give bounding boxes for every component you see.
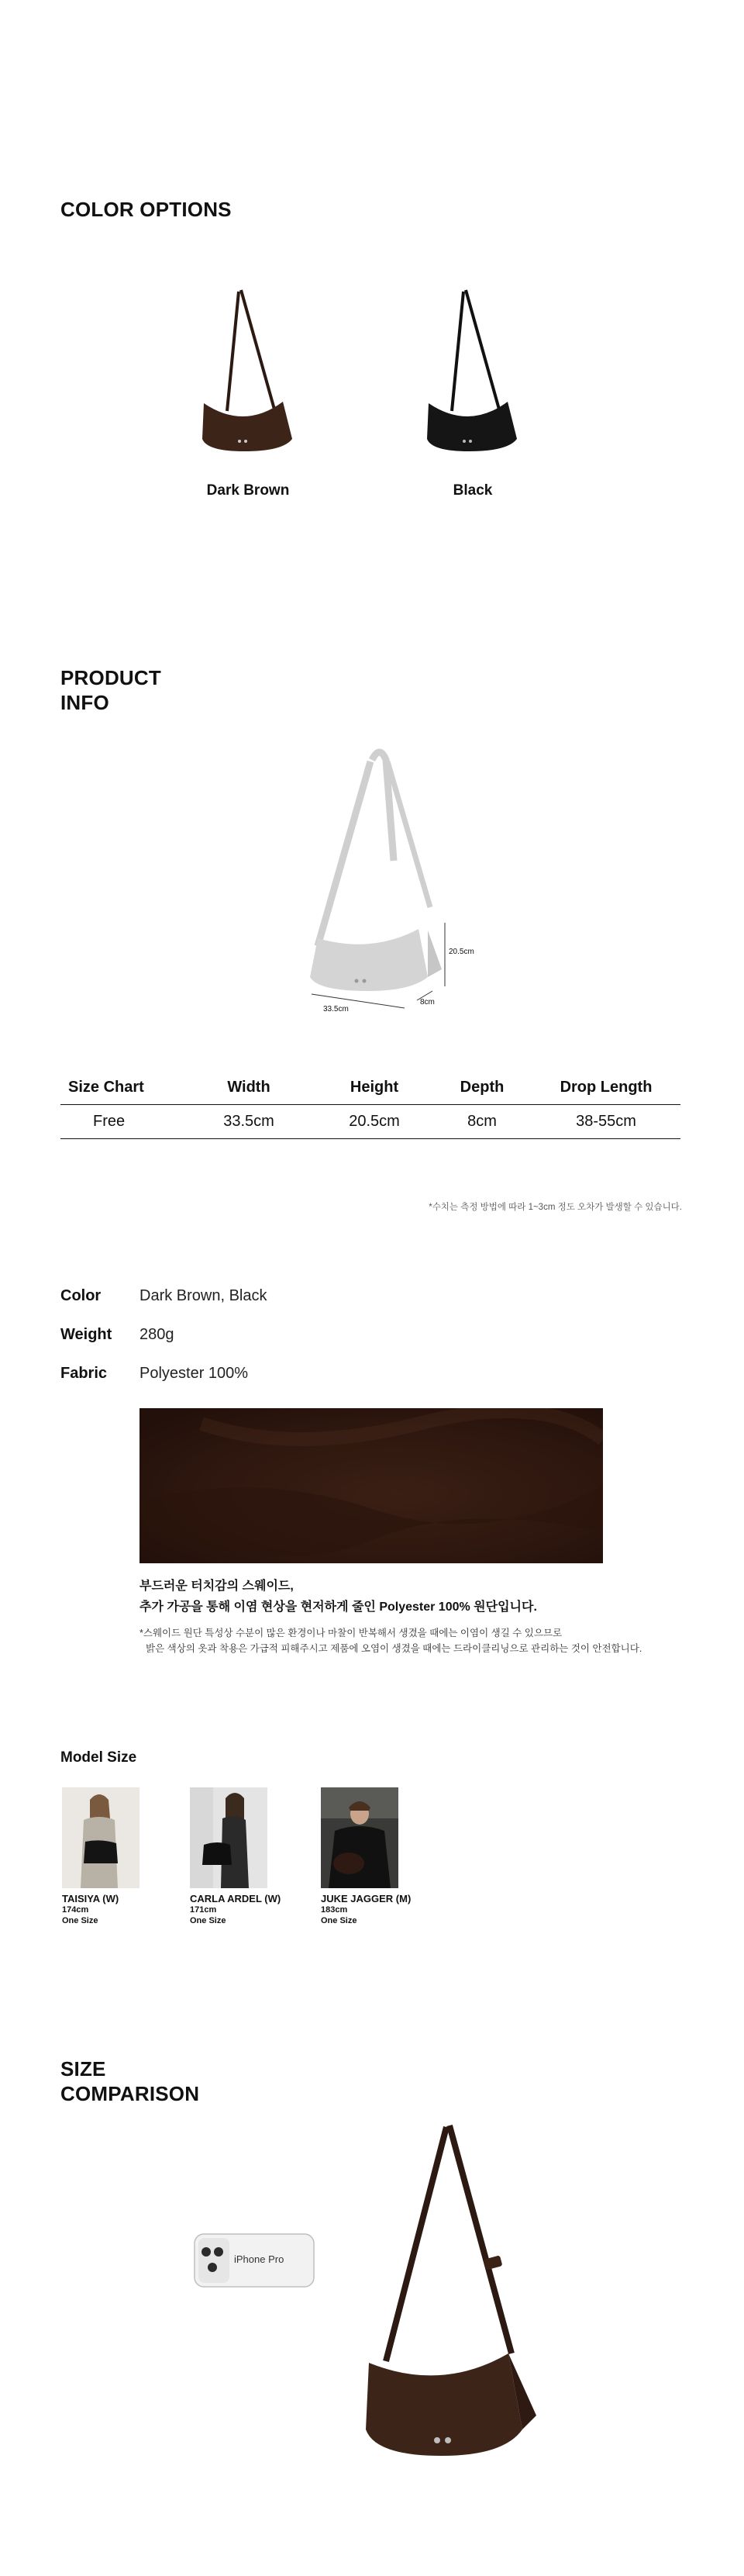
color-option-black[interactable] bbox=[415, 287, 531, 473]
model-height: 174cm bbox=[62, 1905, 89, 1915]
width-cell: 33.5cm bbox=[181, 1105, 316, 1139]
fabric-description-line1: 부드러운 터치감의 스웨이드, bbox=[140, 1580, 294, 1593]
size-comparison-title-line2: COMPARISON bbox=[60, 2082, 200, 2105]
product-info-title-line1: PRODUCT bbox=[60, 666, 161, 689]
model-height: 171cm bbox=[190, 1905, 217, 1915]
model-name: JUKE JAGGER (M) bbox=[321, 1893, 412, 1904]
size-cell: Free bbox=[60, 1105, 181, 1139]
drop-length-cell: 38-55cm bbox=[532, 1105, 680, 1139]
model-photo bbox=[190, 1787, 267, 1888]
model-card-carla bbox=[190, 1787, 306, 1926]
size-chart-table bbox=[60, 1079, 680, 1139]
spec-row-fabric bbox=[60, 1354, 267, 1393]
iphone-label: iPhone Pro bbox=[234, 2253, 284, 2265]
model-size: One Size bbox=[190, 1916, 226, 1925]
model-name: CARLA ARDEL (W) bbox=[190, 1893, 281, 1904]
model-photo bbox=[321, 1787, 398, 1888]
spec-key: Fabric bbox=[60, 1364, 108, 1382]
model-size-title: Model Size bbox=[60, 1749, 137, 1766]
spec-list bbox=[60, 1276, 267, 1393]
iphone-comparison bbox=[194, 2233, 315, 2288]
model-card-juke bbox=[321, 1787, 437, 1926]
dimension-depth-label: 8cm bbox=[420, 998, 435, 1007]
color-option-label-dark-brown: Dark Brown bbox=[206, 482, 290, 499]
model-photo bbox=[62, 1787, 140, 1888]
model-height: 183cm bbox=[321, 1905, 348, 1915]
spec-key: Weight bbox=[60, 1325, 112, 1343]
spec-row-color bbox=[60, 1276, 267, 1315]
dimension-width-label: 33.5cm bbox=[323, 1005, 349, 1013]
product-info-title-line2: INFO bbox=[60, 691, 109, 714]
model-card-taisiya bbox=[62, 1787, 178, 1926]
model-size: One Size bbox=[321, 1916, 357, 1925]
model-size: One Size bbox=[62, 1916, 98, 1925]
size-comparison-title bbox=[60, 2056, 199, 2106]
fabric-care-line2: 밝은 색상의 옷과 착용은 가급적 피해주시고 제품에 오염이 생겼을 때에는 드라이클리닝으로 관리하는 것이 안전합니다. bbox=[146, 1643, 642, 1654]
depth-cell: 8cm bbox=[432, 1105, 532, 1139]
color-options-title: COLOR OPTIONS bbox=[60, 198, 232, 221]
spec-key: Color bbox=[60, 1286, 102, 1304]
size-chart bbox=[60, 1079, 680, 1139]
dimension-height-label: 20.5cm bbox=[449, 948, 474, 956]
size-comparison-title-line1: SIZE bbox=[60, 2057, 106, 2080]
model-name: TAISIYA (W) bbox=[62, 1893, 119, 1904]
comparison-bag-image bbox=[356, 2121, 542, 2470]
dark-brown-bag-image bbox=[190, 287, 306, 473]
fabric-description bbox=[140, 1576, 537, 1618]
fabric-care-line1: *스웨이드 원단 특성상 수분이 많은 환경이나 마찰이 반복해서 생겼을 때에는 이염이 생길 수 있으므로 bbox=[140, 1628, 563, 1638]
spec-value: 280g bbox=[140, 1325, 174, 1343]
size-chart-header-row bbox=[60, 1079, 680, 1105]
color-option-label-black: Black bbox=[453, 482, 493, 499]
dimension-diagram bbox=[294, 744, 496, 1024]
color-option-dark-brown[interactable] bbox=[190, 287, 306, 473]
width-header: Width bbox=[181, 1079, 316, 1105]
fabric-description-line2: 추가 가공을 통해 이염 현상을 현저하게 줄인 Polyester 100% 원단입니다. bbox=[140, 1601, 537, 1614]
product-info-title bbox=[60, 665, 161, 715]
depth-header: Depth bbox=[432, 1079, 532, 1105]
spec-value: Dark Brown, Black bbox=[140, 1286, 267, 1304]
drop-length-header: Drop Length bbox=[532, 1079, 680, 1105]
fabric-swatch-image bbox=[140, 1408, 603, 1563]
height-header: Height bbox=[316, 1079, 432, 1105]
table-row bbox=[60, 1105, 680, 1139]
spec-value: Polyester 100% bbox=[140, 1364, 249, 1382]
fabric-care-note bbox=[140, 1625, 642, 1656]
spec-row-weight bbox=[60, 1315, 267, 1354]
dimension-bag-silhouette bbox=[294, 744, 496, 1024]
size-chart-note: *수치는 측정 방법에 따라 1~3cm 정도 오차가 발생할 수 있습니다. bbox=[429, 1203, 682, 1212]
height-cell: 20.5cm bbox=[316, 1105, 432, 1139]
size-chart-header: Size Chart bbox=[60, 1079, 181, 1105]
black-bag-image bbox=[415, 287, 531, 473]
